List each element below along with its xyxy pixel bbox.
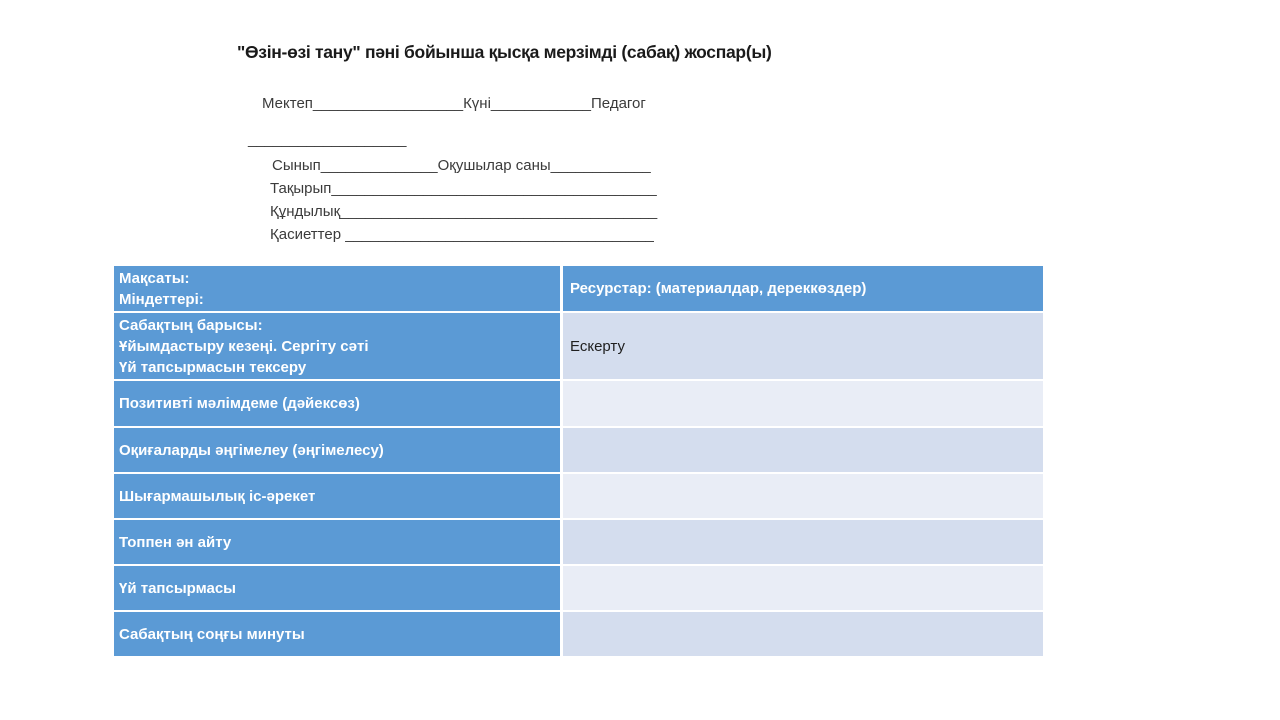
final-minute-label-cell xyxy=(114,612,560,656)
goals-label-line: Мақсаты: xyxy=(119,269,190,287)
positive-statement-label-line: Позитивті мәлімдеме (дәйексөз) xyxy=(119,395,360,412)
table-row-lesson-course xyxy=(114,313,1043,379)
group-singing-content-cell xyxy=(563,520,1043,564)
homework-content-cell xyxy=(563,566,1043,610)
lesson-course-label-cell xyxy=(114,313,560,379)
table-row-goals xyxy=(114,266,1043,311)
creative-activity-label-line: Шығармашылық іс-әрекет xyxy=(119,487,316,505)
creative-activity-content-cell xyxy=(563,474,1043,518)
homework-label-line: Үй тапсырмасы xyxy=(119,579,236,597)
table-row-homework xyxy=(114,566,1043,610)
storytelling-label-line: Оқиғаларды әңгімелеу (әңгімелесу) xyxy=(119,441,384,459)
form-line-school-date-teacher: Мектеп__________________Күні____________Педагог xyxy=(262,95,646,112)
goals-label-line: Міндеттері: xyxy=(119,290,204,308)
form-line-class-student-count: Сынып______________Оқушылар саны____________ xyxy=(272,157,651,174)
page-title: "Өзін-өзі тану" пәні бойынша қысқа мерзімді (сабақ) жоспар(ы) xyxy=(237,42,772,62)
group-singing-label-cell xyxy=(114,520,560,564)
lesson-course-label-line: Үй тапсырмасын тексеру xyxy=(119,358,307,376)
lesson-course-label-line: Сабақтың барысы: xyxy=(119,316,263,334)
positive-statement-content-cell xyxy=(563,381,1043,426)
goals-label-cell xyxy=(114,266,560,311)
storytelling-label-cell xyxy=(114,428,560,472)
lesson-course-content-cell xyxy=(563,313,1043,379)
group-singing-label-line: Топпен ән айту xyxy=(119,533,232,551)
storytelling-content-cell xyxy=(563,428,1043,472)
table-row-group-singing xyxy=(114,520,1043,564)
form-line-value: Құндылық______________________________________ xyxy=(270,203,658,220)
final-minute-label-line: Сабақтың соңғы минуты xyxy=(119,625,305,643)
goals-content-cell xyxy=(563,266,1043,311)
final-minute-content-cell xyxy=(563,612,1043,656)
form-line-teacher-continuation: ___________________ xyxy=(248,131,407,148)
goals-content-text: Ресурстар: (материалдар, дереккөздер) xyxy=(570,280,867,297)
positive-statement-label-cell xyxy=(114,381,560,426)
creative-activity-label-cell xyxy=(114,474,560,518)
lesson-course-content-text: Ескерту xyxy=(570,337,625,355)
lesson-plan-table xyxy=(114,266,1043,656)
lesson-course-label-line: Ұйымдастыру кезеңі. Сергіту сәті xyxy=(119,337,369,355)
table-row-storytelling xyxy=(114,428,1043,472)
form-line-topic: Тақырып_______________________________________ xyxy=(270,180,657,197)
table-row-final-minute xyxy=(114,612,1043,656)
homework-label-cell xyxy=(114,566,560,610)
table-row-positive-statement xyxy=(114,381,1043,426)
form-line-qualities: Қасиеттер _____________________________________ xyxy=(270,226,654,243)
table-row-creative-activity xyxy=(114,474,1043,518)
